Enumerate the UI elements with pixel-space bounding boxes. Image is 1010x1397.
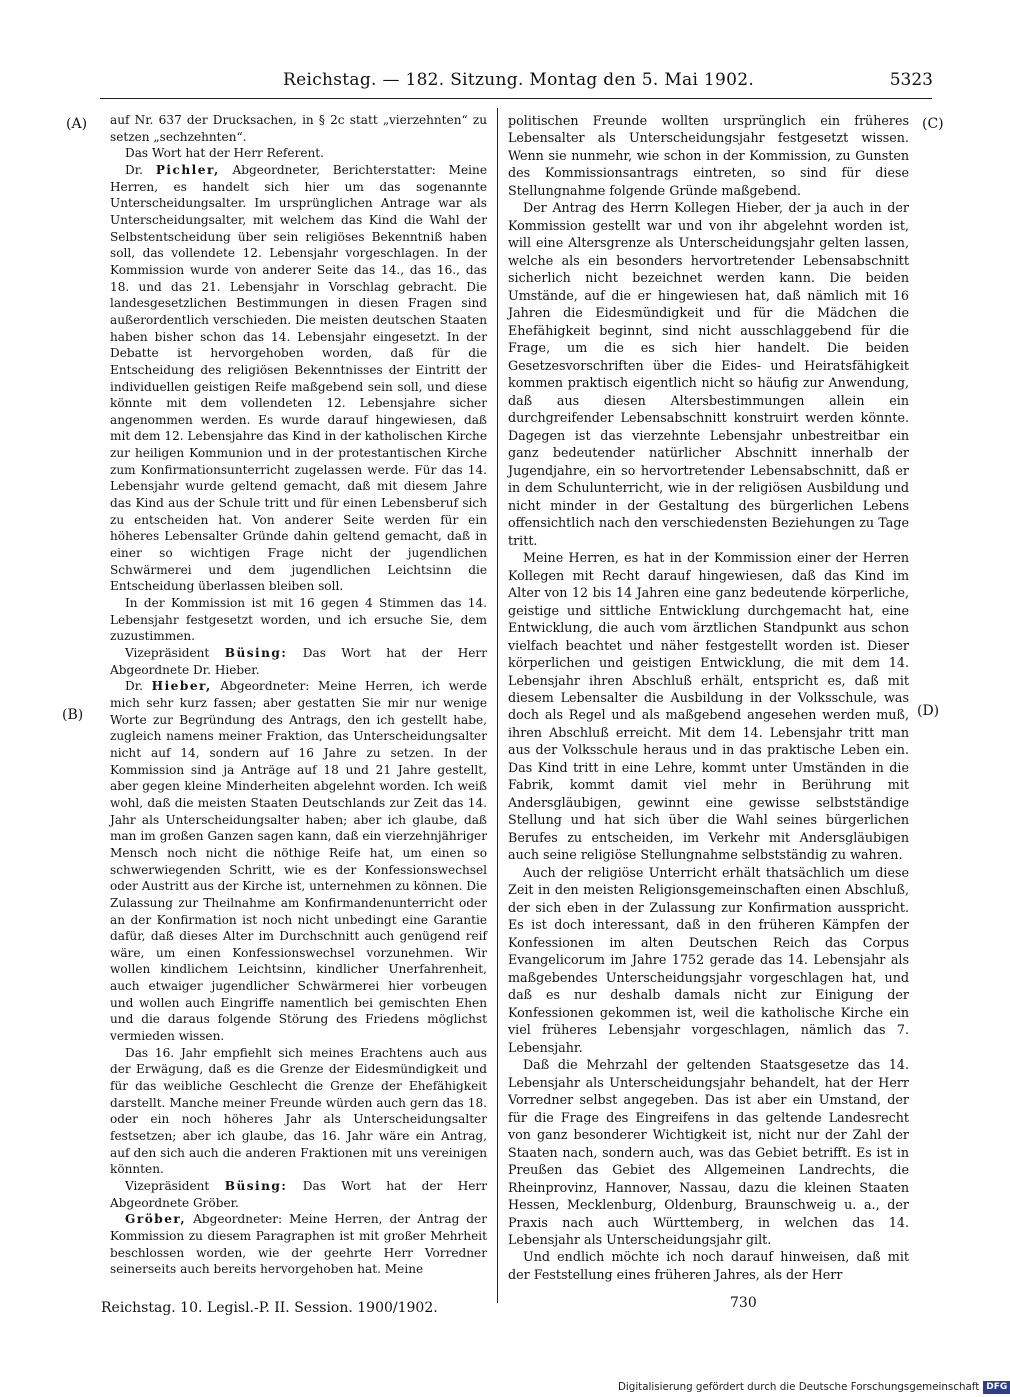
paragraph: Und endlich möchte ich noch darauf hinweisen, daß mit der Feststellung eines früheren Jahres, als der Herr (508, 1249, 909, 1282)
paragraph: politischen Freunde wollten ursprünglich ein früheres Lebensalter als Unterscheidungsjahr festgesetzt wissen. Wenn sie nunmehr, wie schon in der Kommission, zu Gunsten des Kommissionsantrags eintreten, so sind für diese Stellungnahme folgende Gründe maßgebend. (508, 113, 909, 198)
paragraph: Das 16. Jahr empfiehlt sich meines Erachtens auch aus der Erwägung, daß es die Grenze der Eidesmündigkeit und für das weibliche Geschlecht die Grenze der Ehefähigkeit darstellt. Manche meiner Freunde würden auch gern das 18. oder ein noch höheres Jahr als Unterscheidungsalter festsetzen; aber ich glaube, das 16. Jahr wäre ein Antrag, auf den sich auch die anderen Fraktionen mit uns vereinigen könnten. (110, 1045, 487, 1177)
paragraph (110, 678, 487, 1044)
paragraph: Das Wort hat der Herr Referent. (125, 146, 324, 161)
speaker-title: Vizepräsident (125, 1179, 210, 1193)
speech-text: Abgeordneter: Meine Herren, ich werde mich sehr kurz fassen; aber gestatten Sie mir nur wenige Worte zur Begründung des Antrags, den ich gestellt habe, zugleich namens meiner Fraktion, das Unterscheidungsalter nicht auf 14, sondern auf 16 Jahre zu setzen. In der Kommission sind ja Anträge auf 18 und 21 Jahre gestellt, aber gegen kleine Minderheiten abgelehnt worden. Ich weiß wohl, daß die meisten Staaten Deutschlands zur Zeit das 14. Jahr als Unterscheidungsalter haben; aber ich glaube, daß man im großen Ganzen sagen kann, daß ein vierzehnjähriger Mensch noch nicht die nöthige Reife hat, um einen so schwerwiegenden Schritt, wie es der Konfessionswechsel oder Austritt aus der Kirche ist, unternehmen zu können. Die Zulassung zur Theilnahme am Konfirmandenunterricht oder an der Konfirmation ist noch nicht unbedingt eine Garantie dafür, daß dieses Alter im Durchschnitt auch genügend reif wäre, um einen Konfessionswechsel vorzunehmen. Wir wollen kindlichem Leichtsinn, kindlicher Unerfahrenheit, auch etwaiger jugendlicher Schwärmerei hier vorbeugen und wollen auch Eingriffe namentlich bei gemischten Ehen und die daraus folgende Störung des Friedens möglichst vermieden wissen. (110, 679, 487, 1044)
paragraph: Daß die Mehrzahl der geltenden Staatsgesetze das 14. Lebensjahr als Unterscheidungsjahr behandelt, hat der Herr Vorredner selbst angegeben. Das ist aber ein Umstand, der für die Frage des Eingreifens in das geltende Landesrecht von ganz besonderer Wichtigkeit ist, nicht nur der Zahl der Staaten nach, sondern auch, was das Gebiet betrifft. Es ist in Preußen das Gebiet des Allgemeinen Landrechts, die Rheinprovinz, Hannover, Nassau, dazu die kleinen Staaten Hessen, Mecklenburg, Oldenburg, Braunschweig u. a., der Praxis nach auch Württemberg, in welchen das 14. Lebensjahr als Unterscheidungsjahr gilt. (508, 1057, 909, 1247)
margin-marker-d: (D) (917, 703, 940, 719)
sheet-number: 730 (730, 1295, 757, 1311)
running-header (283, 70, 933, 94)
footer-signature: Reichstag. 10. Legisl.-P. II. Session. 1900/1902. (101, 1300, 438, 1316)
paragraph (110, 1211, 487, 1278)
left-column (110, 112, 487, 1278)
speaker-name: Hieber, (151, 679, 212, 694)
digitization-note (618, 1380, 1008, 1394)
paragraph (110, 162, 487, 595)
paragraph (110, 1178, 487, 1211)
paragraph: Meine Herren, es hat in der Kommission einer der Herren Kollegen mit Recht darauf hingewiesen, daß das Kind im Alter von 12 bis 14 Jahren eine ganz bedeutende körperliche, geistige und sittliche Entwicklung durchgemacht hat, eine Entwicklung, die auch vom ärztlichen Standpunkt aus schon vielfach beachtet und näher festgestellt worden ist. Dieser körperlichen und geistigen Entwicklung, die mit dem 14. Lebensjahr ihren Abschluß erhält, entspricht es, daß mit diesem Lebensalter die Ausbildung in der Volksschule, was doch als Regel und als maßgebend angesehen werden muß, ihren Abschluß erreicht. Mit dem 14. Lebensjahr tritt man aus der Volksschule heraus und in das praktische Leben ein. Das Kind tritt in eine Lehre, kommt unter Umständen in die Fabrik, kommt damit viel mehr in Berührung mit Andersgläubigen, gewinnt eine gewisse selbstständige Stellung und hat sich über die Wahl seines bürgerlichen Berufes zu entscheiden, im Verkehr mit Andersgläubigen auch seine religiöse Stellungnahme selbstständig zu wahren. (508, 550, 909, 863)
header-rule (100, 98, 932, 99)
margin-marker-b: (B) (62, 707, 84, 723)
paragraph: auf Nr. 637 der Drucksachen, in § 2c statt „vierzehnten“ zu setzen „sechzehnten“. (110, 113, 487, 144)
paragraph: Der Antrag des Herrn Kollegen Hieber, der ja auch in der Kommission gestellt war und von ihr abgelehnt worden ist, will eine Altersgrenze als Unterscheidungsjahr gelten lassen, welche als ein besonders hervortretender Lebensabschnitt sicherlich nicht bezeichnet werden kann. Die beiden Umstände, auf die er hingewiesen hat, daß nämlich mit 16 Jahren die Eidesmündigkeit und für die Mädchen die Ehefähigkeit beginnt, sind nicht ausschlaggebend für die Frage, um die es sich hier handelt. Die beiden Gesetzesvorschriften über die Eides- und Heiratsfähigkeit kommen praktisch eigentlich nicht so häufig zur Anwendung, daß aus diesen Altersbestimmungen allein ein durchgreifender Lebensabschnitt konstruirt werden könnte. Dagegen ist das vierzehnte Lebensjahr unbestreitbar ein ganz bedeutender natürlicher Abschnitt innerhalb der Jugendjahre, ein so hervortretender Lebensabschnitt, daß er in dem Schulunterricht, wie in der religiösen Ausbildung und nicht minder in der Gestaltung des bürgerlichen Lebens offensichtlich nach den verschiedensten Beziehungen zu Tage tritt. (508, 200, 909, 548)
speech-text: Abgeordneter: Meine Herren, der Antrag der Kommission zu diesem Paragraphen ist mit großer Mehrheit beschlossen worden, wie der geehrte Herr Vorredner seinerseits auch bereits hervorgehoben hat. Meine (110, 1212, 487, 1277)
speaker-title: Dr. (125, 162, 143, 177)
page-number: 5323 (889, 70, 933, 90)
speaker-name: Pichler, (155, 162, 220, 177)
speech-text: Das Wort hat der Herr Abgeordnete Dr. Hieber. (110, 646, 487, 677)
margin-marker-a: (A) (66, 116, 88, 132)
speaker-title: Dr. (125, 679, 143, 694)
column-separator (497, 108, 498, 1303)
paragraph (110, 645, 487, 678)
margin-marker-c: (C) (922, 116, 944, 132)
speaker-name: Gröber, (125, 1212, 187, 1227)
paragraph: Auch der religiöse Unterricht erhält thatsächlich um diese Zeit in den meisten Religionsgemeinschaften einen Abschluß, der sich eben in der Zulassung zur Konfirmation ausspricht. Es ist doch interessant, daß in den früheren Kämpfen der Konfessionen im alten Deutschen Reich das Corpus Evangelicorum im Jahre 1752 gerade das 14. Lebensjahr als maßgebendes Unterscheidungsjahr vorgeschlagen hat, und daß es nur deshalb damals nicht zur Einigung der Konfessionen gekommen ist, weil die katholische Kirche ein viel früheres Lebensjahr vorgeschlagen, nämlich das 7. Lebensjahr. (508, 864, 909, 1055)
speech-text: Das Wort hat der Herr Abgeordnete Gröber. (110, 1179, 487, 1210)
header-title: Reichstag. — 182. Sitzung. Montag den 5. Mai 1902. (283, 70, 755, 90)
paragraph: In der Kommission ist mit 16 gegen 4 Stimmen das 14. Lebensjahr festgesetzt worden, und ich ersuche Sie, dem zuzustimmen. (110, 596, 487, 644)
speech-text: Abgeordneter, Berichterstatter: Meine Herren, es handelt sich hier um das sogenannte Unterscheidungsalter. Im ursprünglichen Antrage war als Unterscheidungsalter, mit welchem das Kind die Wahl der Selbstentscheidung über sein religiöses Bekenntniß haben soll, das vollendete 12. Lebensjahr vorgeschlagen. In der Kommission wurde von anderer Seite das 14., das 16., das 18. und das 21. Lebensjahr in Vorschlag gebracht. Die landesgesetzlichen Bestimmungen in diesen Fragen sind außerordentlich verschieden. Die meisten deutschen Staaten haben bisher schon das 14. Lebensjahr eingesetzt. In der Debatte ist hervorgehoben worden, daß für die Entscheidung des religiösen Bekenntnisses der Eintritt der individuellen geistigen Reife maßgebend sein soll, und diese könnte mit dem vollendeten 12. Lebensjahre sicher angenommen werden. Es wurde darauf hingewiesen, daß mit dem 12. Lebensjahre das Kind in der katholischen Kirche zur heiligen Kommunion und in der protestantischen Kirche zum Konfirmationsunterricht zugelassen werde. Für das 14. Lebensjahr wurde geltend gemacht, daß mit diesem Jahre das Kind aus der Schule tritt und für einen Lebensberuf sich zu entscheiden hat. Von anderer Seite werden für ein höheres Lebensalter Gründe dahin geltend gemacht, daß in einer so wichtigen Frage nicht der jugendlichen Schwärmerei und dem jugendlichen Leichtsinn die Entscheidung überlassen bleiben soll. (110, 162, 487, 594)
dfg-logo-icon: DFG (983, 1381, 1010, 1394)
speaker-name: Büsing: (224, 1179, 288, 1193)
right-column (508, 112, 909, 1283)
digitization-text: Digitalisierung gefördert durch die Deutsche Forschungsgemeinschaft (618, 1381, 980, 1393)
speaker-title: Vizepräsident (125, 646, 210, 660)
speaker-name: Büsing: (224, 646, 288, 660)
